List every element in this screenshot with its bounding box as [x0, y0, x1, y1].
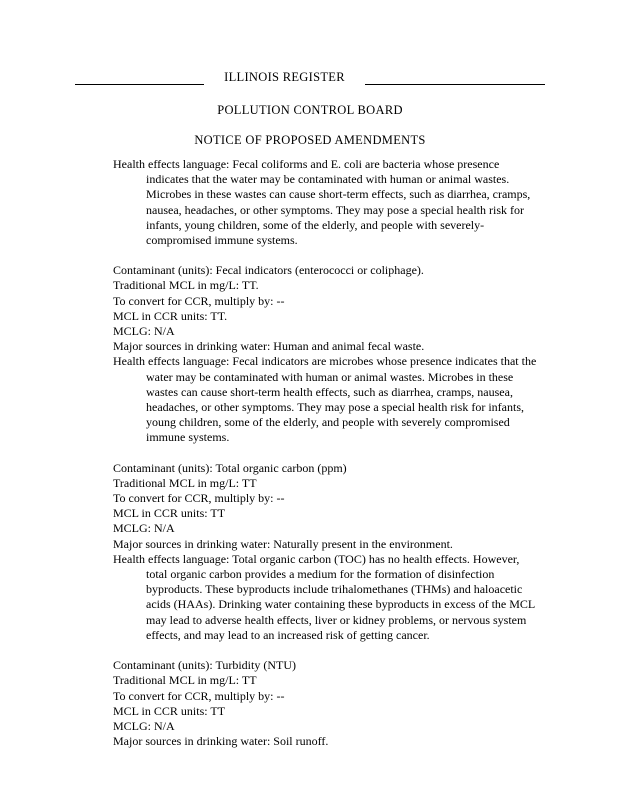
section-spacer [113, 446, 543, 461]
contaminant-section [113, 461, 543, 643]
contaminant-section [113, 157, 543, 248]
field-line: MCLG: N/A [113, 521, 175, 536]
field-line: Traditional MCL in mg/L: TT [113, 673, 257, 688]
paragraph-continuation-line: young children, some of the elderly, and people with severely compromised [146, 415, 510, 430]
field-line: Major sources in drinking water: Human and animal fecal waste. [113, 339, 425, 354]
field-line: Contaminant (units): Total organic carbon (ppm) [113, 460, 347, 475]
field-line: Traditional MCL in mg/L: TT. [113, 278, 259, 293]
paragraph-continuation-line: indicates that the water may be contaminated with human or animal wastes. [146, 172, 510, 187]
paragraph-continuation-line: compromised immune systems. [146, 233, 298, 248]
notice-title: NOTICE OF PROPOSED AMENDMENTS [194, 133, 426, 147]
field-line: Contaminant (units): Fecal indicators (enterococci or coliphage). [113, 263, 424, 278]
field-line: Health effects language: Total organic carbon (TOC) has no health effects. However, [113, 551, 520, 566]
contaminant-section [113, 658, 543, 749]
field-line: MCLG: N/A [113, 324, 175, 339]
document-body [113, 157, 543, 749]
paragraph-continuation-line: Microbes in these wastes can cause short-term effects, such as diarrhea, cramps, [146, 187, 531, 202]
paragraph-continuation-line: acids (HAAs). Drinking water containing these byproducts in excess of the MCL [146, 597, 536, 612]
field-line: MCL in CCR units: TT. [113, 308, 228, 323]
paragraph-continuation-line: may lead to adverse health effects, liver or kidney problems, or nervous system [146, 612, 527, 627]
field-line: Major sources in drinking water: Naturally present in the environment. [113, 536, 453, 551]
paragraph-continuation-line: total organic carbon provides a medium for the formation of disinfection [146, 567, 495, 582]
paragraph-continuation-line: immune systems. [146, 430, 230, 445]
field-line: To convert for CCR, multiply by: -- [113, 491, 285, 506]
field-line: MCL in CCR units: TT [113, 506, 226, 521]
paragraph-continuation-line: wastes can cause short-term health effects, such as diarrhea, cramps, nausea, [146, 384, 513, 399]
paragraph-continuation-line: headaches, or other symptoms. They may pose a special health risk for infants, [146, 400, 525, 415]
field-line: Contaminant (units): Turbidity (NTU) [113, 658, 296, 673]
field-line: Health effects language: Fecal coliforms and E. coli are bacteria whose presence [113, 157, 500, 171]
header-rule-left [75, 84, 204, 85]
register-header [75, 70, 545, 86]
section-spacer [113, 248, 543, 263]
field-line: To convert for CCR, multiply by: -- [113, 688, 285, 703]
paragraph-continuation-line: effects, and may lead to an increased risk of getting cancer. [146, 627, 430, 642]
field-line: Health effects language: Fecal indicators are microbes whose presence indicates that the [113, 354, 537, 369]
field-line: MCLG: N/A [113, 718, 175, 733]
paragraph-continuation-line: infants, young children, some of the elderly, and people with severely- [146, 217, 485, 232]
paragraph-continuation-line: water may be contaminated with human or animal wastes. Microbes in these [146, 369, 514, 384]
field-line: Traditional MCL in mg/L: TT [113, 475, 257, 490]
field-line: To convert for CCR, multiply by: -- [113, 293, 285, 308]
paragraph-continuation-line: byproducts. These byproducts include trihalomethanes (THMs) and haloacetic [146, 582, 523, 597]
field-line: Major sources in drinking water: Soil runoff. [113, 734, 329, 749]
board-title: POLLUTION CONTROL BOARD [217, 103, 403, 117]
paragraph-continuation-line: nausea, headaches, or other symptoms. They may pose a special health risk for [146, 202, 524, 217]
section-spacer [113, 643, 543, 658]
contaminant-section [113, 263, 543, 445]
field-line: MCL in CCR units: TT [113, 703, 226, 718]
header-rule-right [365, 84, 545, 85]
register-title: ILLINOIS REGISTER [224, 70, 345, 84]
